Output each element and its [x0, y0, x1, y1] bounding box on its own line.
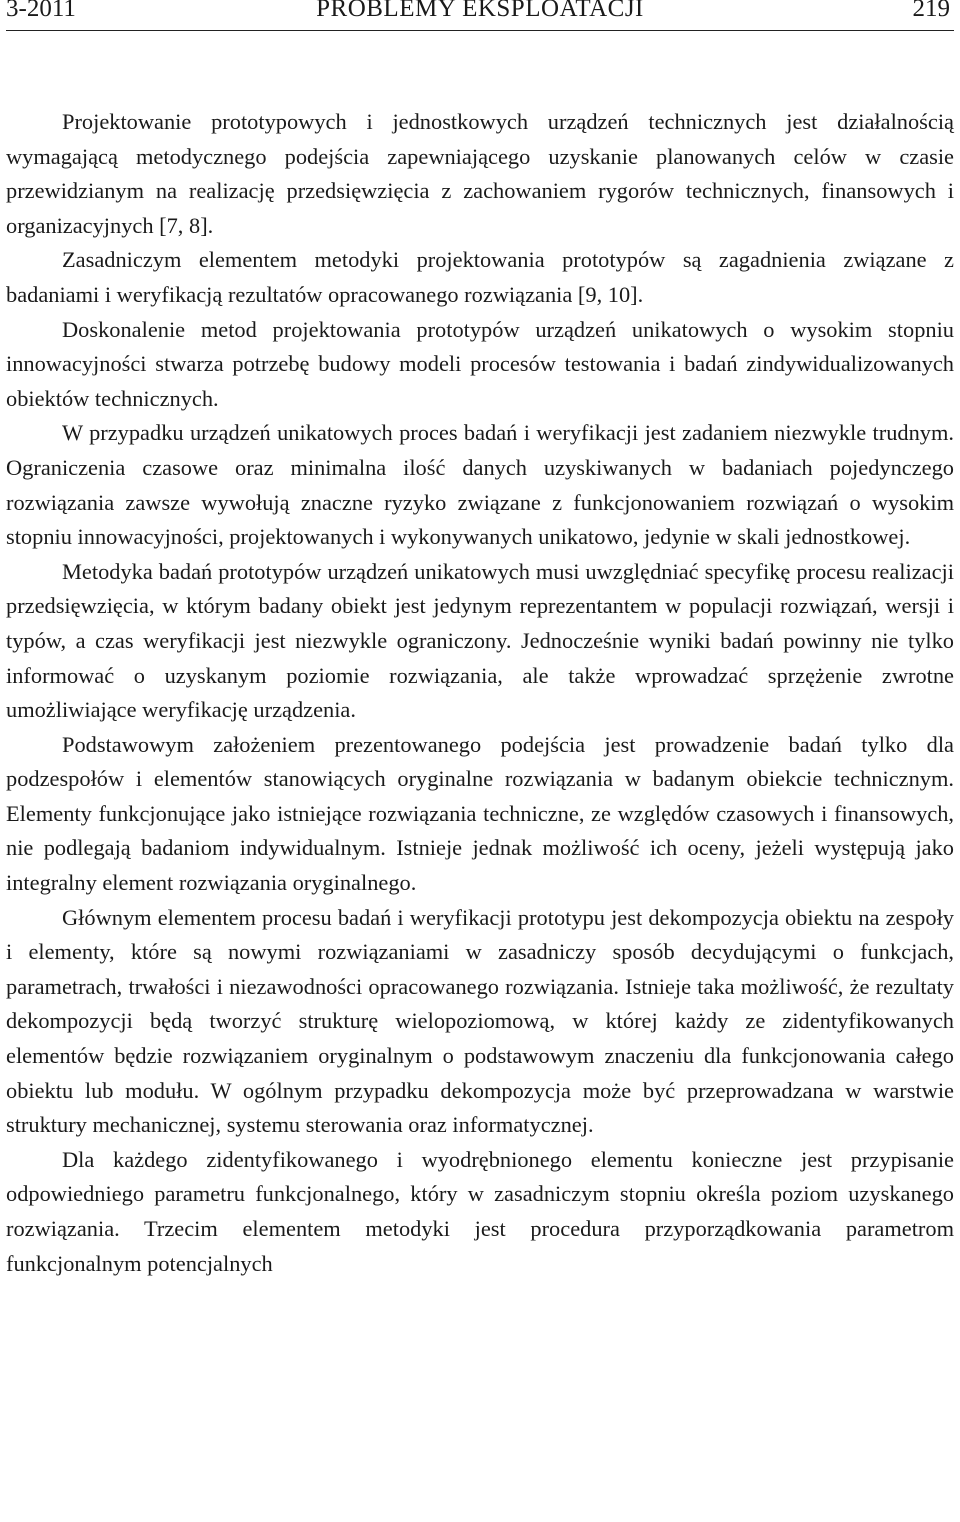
- running-header: [6, 0, 954, 31]
- body-text: [6, 105, 954, 1281]
- paragraph-8: Dla każdego zidentyfikowanego i wyodrębnionego elementu konieczne jest przypisanie odpowiedniego parametru funkcjonalnego, który w zasadniczym stopniu określa poziom uzyskanego rozwiązania. Trzecim elementem metodyki jest procedura przyporządkowania parametrom funkcjonalnym potencjalnych: [6, 1146, 954, 1276]
- paragraph-3: Doskonalenie metod projektowania prototypów urządzeń unikatowych o wysokim stopniu innowacyjności stwarza potrzebę budowy modeli procesów testowania i badań zindywidualizowanych obiektów technicznych.: [6, 316, 954, 411]
- page-number: 219: [912, 0, 950, 22]
- journal-title: PROBLEMY EKSPLOATACJI: [316, 0, 644, 22]
- paragraph-2: Zasadniczym elementem metodyki projektowania prototypów są zagadnienia związane z badaniami i weryfikacją rezultatów opracowanego rozwiązania [9, 10].: [6, 247, 954, 307]
- paragraph-4: W przypadku urządzeń unikatowych proces badań i weryfikacji jest zadaniem niezwykle trudnym. Ograniczenia czasowe oraz minimalna ilość danych uzyskiwanych w badaniach pojedynczego rozwiązania zawsze wywołują znaczne ryzyko związane z funkcjonowaniem rozwiązań o wysokim stopniu innowacyjności, projektowanych i wykonywanych unikatowo, jedynie w skali jednostkowej.: [6, 420, 954, 550]
- paragraph-6: Podstawowym założeniem prezentowanego podejścia jest prowadzenie badań tylko dla podzespołów i elementów stanowiących oryginalne rozwiązania w badanym obiekcie technicznym. Elementy funkcjonujące jako istniejące rozwiązania techniczne, ze względów czasowych i finansowych, nie podlegają badaniom indywidualnym. Istnieje jednak możliwość ich oceny, jeżeli występują jako integralny element rozwiązania oryginalnego.: [6, 731, 954, 896]
- paragraph-1: Projektowanie prototypowych i jednostkowych urządzeń technicznych jest działalnością wymagającą metodycznego podejścia zapewniającego uzyskanie planowanych celów w czasie przewidzianym na realizację przedsięwzięcia z zachowaniem rygorów technicznych, finansowych i organizacyjnych [7, 8].: [6, 109, 954, 238]
- paragraph-5: Metodyka badań prototypów urządzeń unikatowych musi uwzględniać specyfikę procesu realizacji przedsięwzięcia, w którym badany obiekt jest jedynym reprezentantem w populacji rozwiązań, wersji i typów, a czas weryfikacji jest niezwykle ograniczony. Jednocześnie wyniki badań powinny nie tylko informować o uzyskanym poziomie rozwiązania, ale także wprowadzać sprzężenie zwrotne umożliwiające weryfikację urządzenia.: [6, 558, 954, 723]
- issue-number: 3-2011: [6, 0, 76, 22]
- paragraph-7: Głównym elementem procesu badań i weryfikacji prototypu jest dekompozycja obiektu na zespoły i elementy, które są nowymi rozwiązaniami w zasadniczy sposób decydującymi o funkcjach, parametrach, trwałości i niezawodności opracowanego rozwiązania. Istnieje taka możliwość, że rezultaty dekompozycji będą tworzyć strukturę wielopoziomową, w której każdy ze zidentyfikowanych elementów będzie rozwiązaniem oryginalnym o podstawowym znaczeniu dla funkcjonowania całego obiektu lub modułu. W ogólnym przypadku dekompozycja może być przeprowadzana w warstwie struktury mechanicznej, systemu sterowania oraz informatycznej.: [6, 904, 954, 1138]
